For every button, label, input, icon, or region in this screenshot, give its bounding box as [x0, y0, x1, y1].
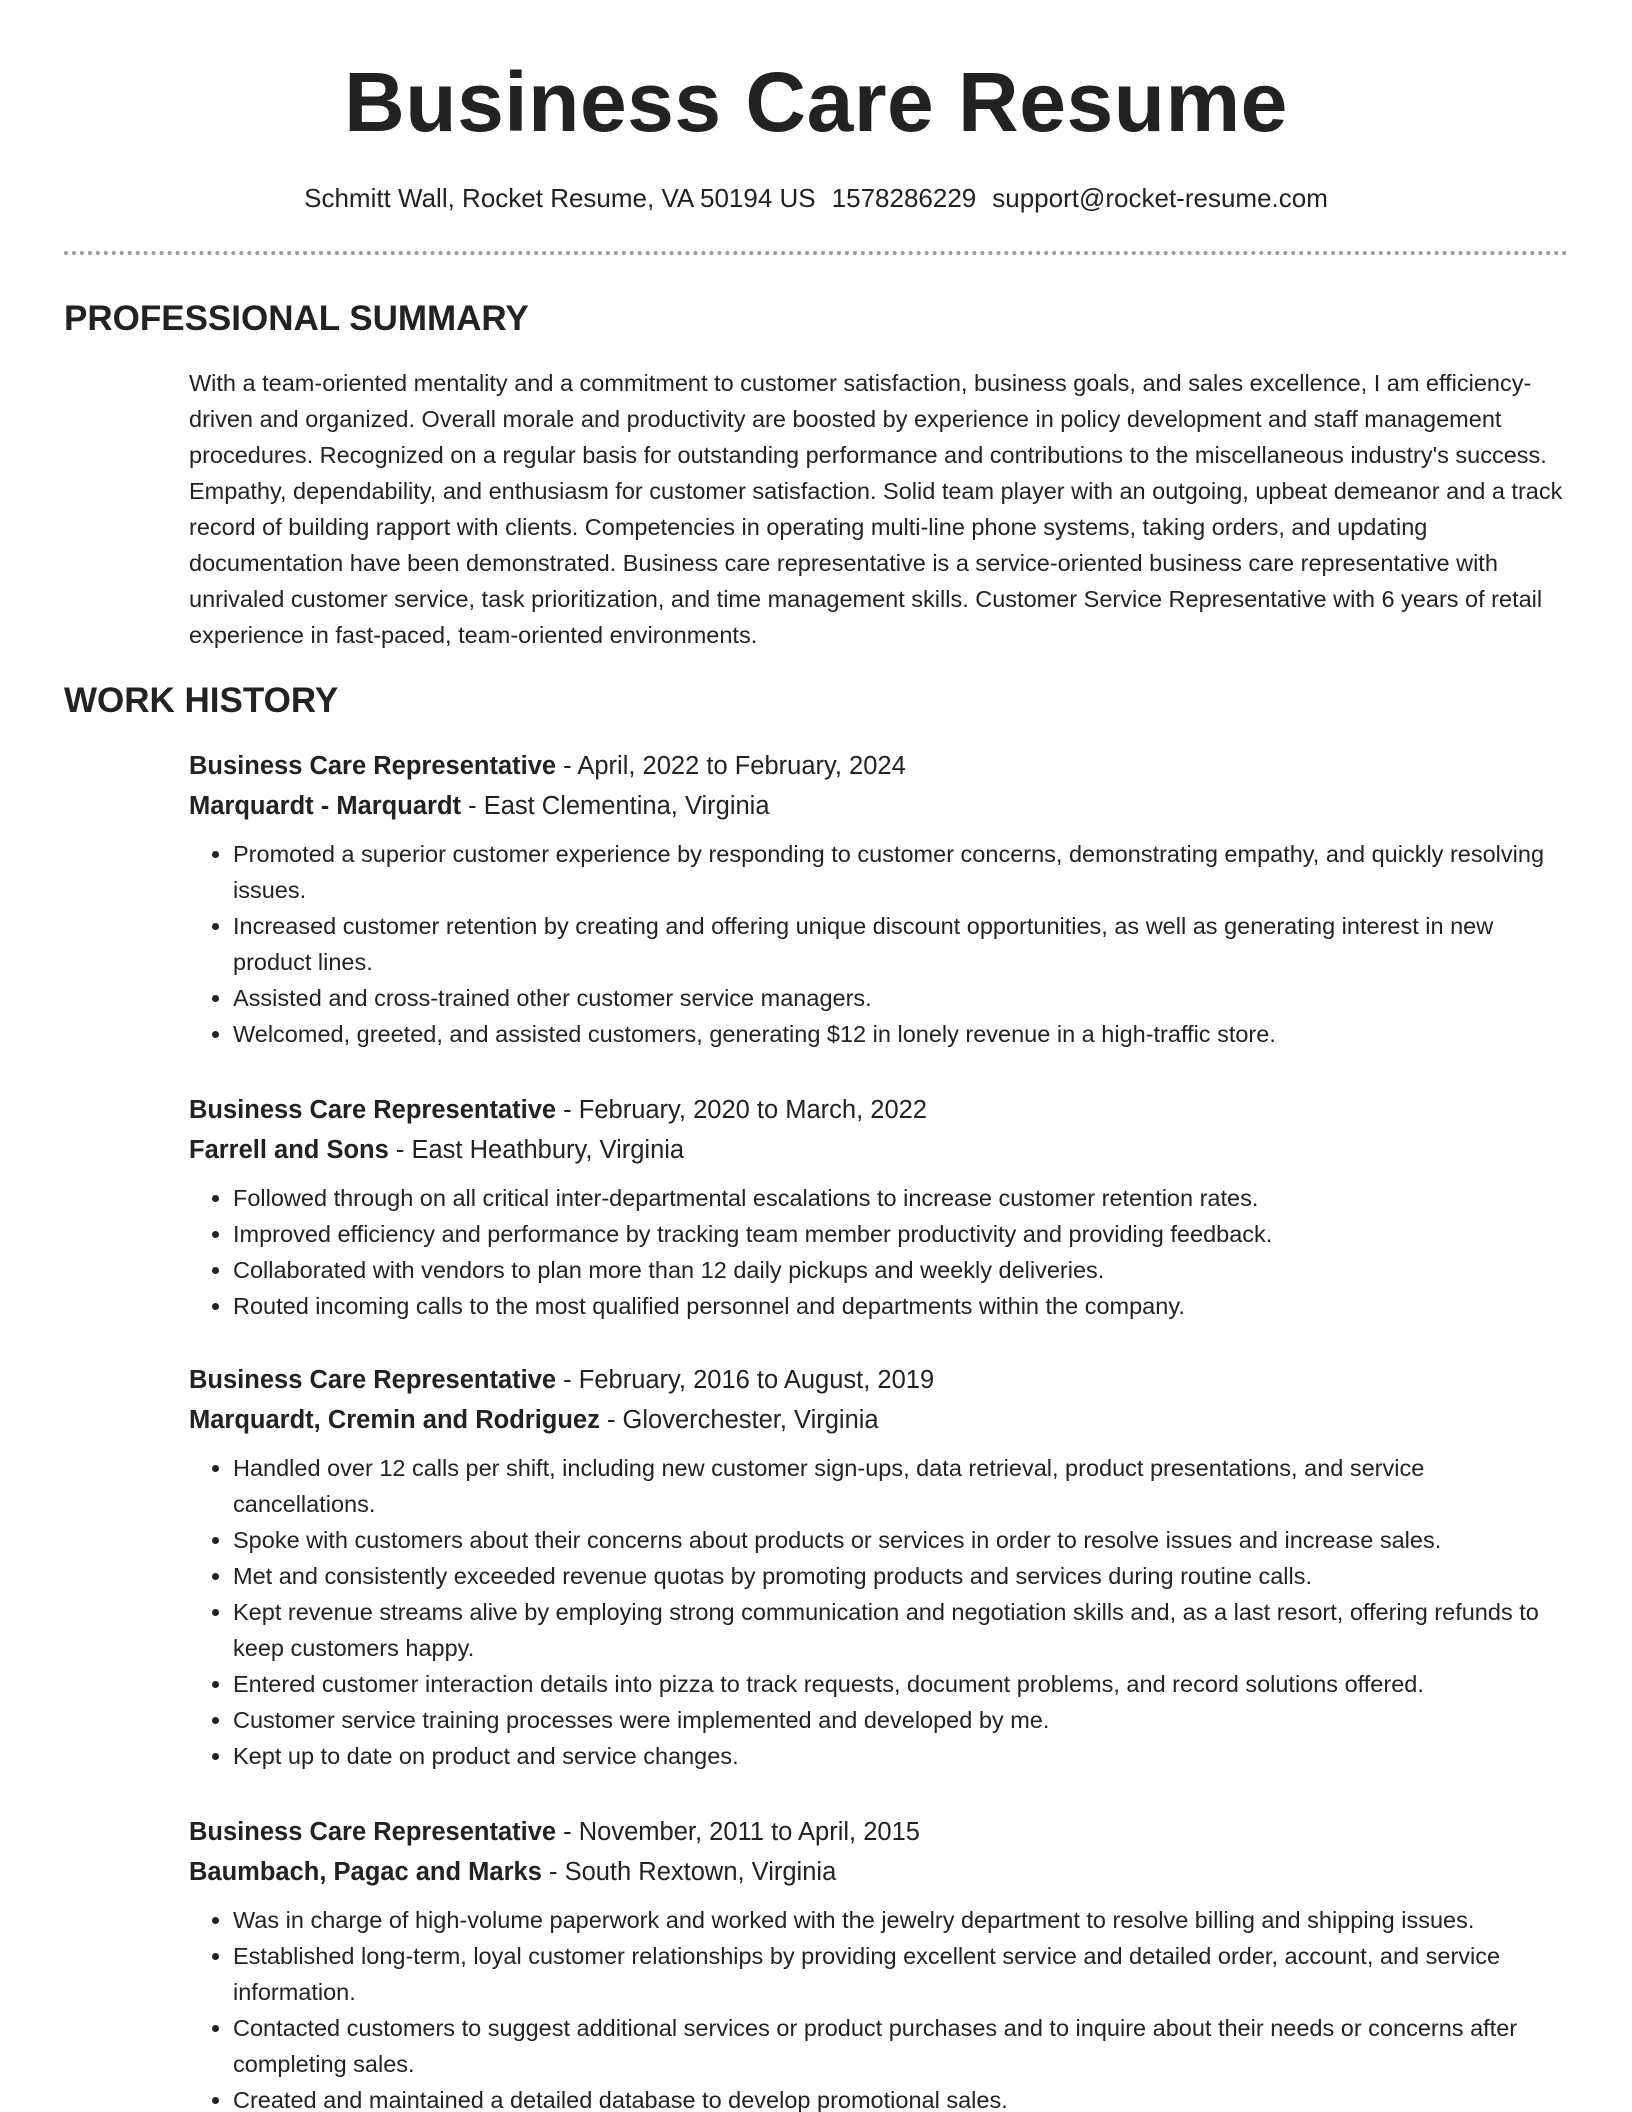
job-dates: February, 2020 to March, 2022	[578, 1096, 927, 1124]
job-bullet: • Collaborated with vendors to plan more than 12 daily pickups and weekly deliveries.	[233, 1252, 1569, 1288]
job-bullet: • Promoted a superior customer experience by responding to customer concerns, demonstrating empathy, and quickly resolving issues.	[233, 836, 1569, 908]
header-divider	[64, 251, 1568, 255]
resume-title: Business Care Resume	[344, 55, 1288, 149]
job-dates: April, 2022 to February, 2024	[577, 752, 906, 780]
job-title-line	[189, 1812, 1569, 1852]
job-bullet-list	[189, 1180, 1569, 1324]
job-bullet: • Met and consistently exceeded revenue quotas by promoting products and services during routine calls.	[233, 1558, 1569, 1594]
contact-info	[0, 180, 1632, 216]
job-separator: -	[556, 752, 578, 780]
job-bullet: • Kept revenue streams alive by employing strong communication and negotiation skills and, as a last resort, offering refunds to keep customers happy.	[233, 1594, 1569, 1666]
professional-summary-text: With a team-oriented mentality and a commitment to customer satisfaction, business goals, and sales excellence, I am efficiency-driven and organized. Overall morale and productivity are boosted by experience in policy development and staff management procedures. Recognized on a regular basis for outstanding performance and contributions to the miscellaneous industry's success. Empathy, dependability, and enthusiasm for customer satisfaction. Solid team player with an outgoing, upbeat demeanor and a track record of building rapport with clients. Competencies in operating multi-line phone systems, taking orders, and updating documentation have been demonstrated. Business care representative is a service-oriented business care representative with unrivaled customer service, task prioritization, and time management skills. Customer Service Representative with 6 years of retail experience in fast-paced, team-oriented environments.	[189, 370, 1563, 648]
work-entry	[189, 746, 1569, 1052]
job-title-line	[189, 1090, 1569, 1130]
job-company-line	[189, 786, 1569, 826]
job-location: Gloverchester, Virginia	[622, 1406, 879, 1434]
job-company: Baumbach, Pagac and Marks	[189, 1858, 542, 1886]
job-bullet: • Assisted and cross-trained other customer service managers.	[233, 980, 1569, 1016]
job-dates: February, 2016 to August, 2019	[578, 1366, 935, 1394]
job-separator: -	[556, 1818, 579, 1846]
job-company-line	[189, 1852, 1569, 1892]
contact-address: Schmitt Wall, Rocket Resume, VA 50194 US	[304, 183, 816, 213]
job-bullet: • Entered customer interaction details into pizza to track requests, document problems, and record solutions offered.	[233, 1666, 1569, 1702]
job-bullet: • Handled over 12 calls per shift, including new customer sign-ups, data retrieval, product presentations, and service cancellations.	[233, 1450, 1569, 1522]
job-dates: November, 2011 to April, 2015	[578, 1818, 920, 1846]
job-company: Marquardt - Marquardt	[189, 792, 462, 820]
job-separator: -	[599, 1406, 623, 1434]
work-entry	[189, 1812, 1569, 2112]
job-separator: -	[556, 1096, 579, 1124]
job-bullet: • Kept up to date on product and service changes.	[233, 1738, 1569, 1774]
contact-email: support@rocket-resume.com	[992, 183, 1328, 213]
job-bullet: • Was in charge of high-volume paperwork and worked with the jewelry department to resolve billing and shipping issues.	[233, 1902, 1569, 1938]
job-title-line	[189, 1360, 1569, 1400]
job-bullet: • Spoke with customers about their concerns about products or services in order to resolve issues and increase sales.	[233, 1522, 1569, 1558]
job-location: East Clementina, Virginia	[483, 792, 770, 820]
job-title: Business Care Representative	[189, 1096, 557, 1124]
job-company: Marquardt, Cremin and Rodriguez	[189, 1406, 600, 1434]
job-bullet: • Improved efficiency and performance by tracking team member productivity and providing feedback.	[233, 1216, 1569, 1252]
job-separator: -	[556, 1366, 579, 1394]
job-separator: -	[541, 1858, 565, 1886]
job-bullet-list	[189, 1902, 1569, 2112]
job-bullet: • Followed through on all critical inter-departmental escalations to increase customer retention rates.	[233, 1180, 1569, 1216]
work-history-heading: WORK HISTORY	[64, 681, 339, 720]
job-company-line	[189, 1400, 1569, 1440]
job-title: Business Care Representative	[189, 1818, 557, 1846]
job-bullet: • Welcomed, greeted, and assisted customers, generating $12 in lonely revenue in a high-traffic store.	[233, 1016, 1569, 1052]
job-bullet: • Created and maintained a detailed database to develop promotional sales.	[233, 2082, 1569, 2112]
job-location: South Rextown, Virginia	[564, 1858, 837, 1886]
job-separator: -	[461, 792, 484, 820]
job-title: Business Care Representative	[189, 1366, 557, 1394]
job-bullet-list	[189, 1450, 1569, 1774]
job-title: Business Care Representative	[189, 752, 557, 780]
job-title-line	[189, 746, 1569, 786]
job-bullet: • Routed incoming calls to the most qualified personnel and departments within the company.	[233, 1288, 1569, 1324]
job-company: Farrell and Sons	[189, 1136, 389, 1164]
job-bullet: • Customer service training processes were implemented and developed by me.	[233, 1702, 1569, 1738]
job-bullet-list	[189, 836, 1569, 1052]
job-bullet: • Increased customer retention by creating and offering unique discount opportunities, as well as generating interest in new product lines.	[233, 908, 1569, 980]
job-location: East Heathbury, Virginia	[411, 1136, 685, 1164]
job-separator: -	[388, 1136, 412, 1164]
job-company-line	[189, 1130, 1569, 1170]
work-entry	[189, 1090, 1569, 1324]
professional-summary-heading: PROFESSIONAL SUMMARY	[64, 299, 529, 338]
job-bullet: • Established long-term, loyal customer relationships by providing excellent service and detailed order, account, and service information.	[233, 1938, 1569, 2010]
work-entry	[189, 1360, 1569, 1774]
contact-phone: 1578286229	[831, 183, 977, 213]
job-bullet: • Contacted customers to suggest additional services or product purchases and to inquire about their needs or concerns after completing sales.	[233, 2010, 1569, 2082]
